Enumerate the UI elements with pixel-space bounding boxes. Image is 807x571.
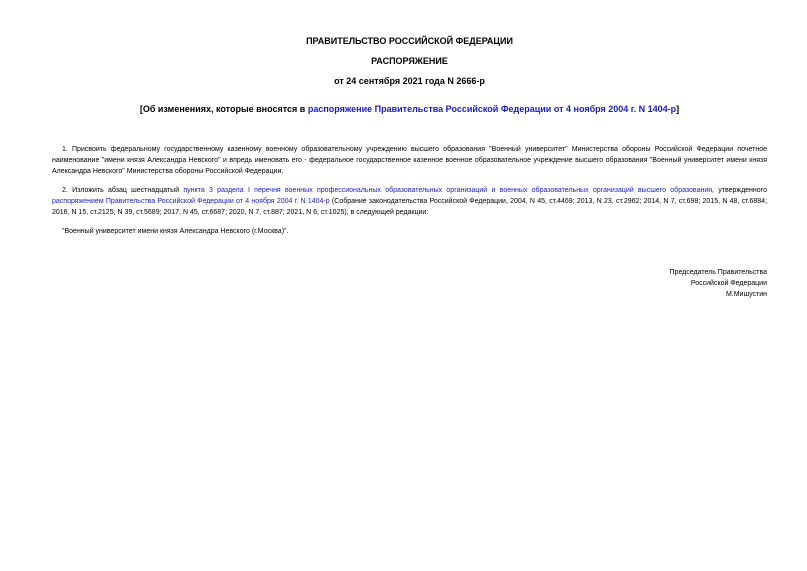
title-link[interactable]: распоряжение Правительства Российской Федерации от 4 ноября 2004 г. N 1404-р xyxy=(307,104,677,114)
paragraph-1: 1. Присвоить федеральному государственному казенному военному образовательному учреждению высшего образования "Военный университет" Министерства обороны Российской Федерации почетное наименование "имени князя Александра Невского" и впредь именовать его - федеральное государственное казенное военное образовательное учреждение высшего образования "Военный университет имени князя Александра Невского" Министерства обороны Российской Федерации. xyxy=(52,146,767,175)
document-date: от 24 сентября 2021 года N 2666-р xyxy=(334,76,485,86)
government-header: ПРАВИТЕЛЬСТВО РОССИЙСКОЙ ФЕДЕРАЦИИ xyxy=(306,36,513,46)
signature-block xyxy=(670,267,767,300)
signature-name: М.Мишустин xyxy=(725,291,767,298)
paragraph-2-tail: (Собрание законодательства Российской Федерации, 2004, N 45, ст.4469; 2013, N 23, ст.2962; 2014, N 7, ст.698; 2015, N 48, ст.6884; 2016, N 15, ст.2125; N 39, ст.5689; 2017, N 45, ст.6687; 2020, N 7, ст.887; 2021, N 6, ст.1025), в следующей редакции: xyxy=(52,198,768,216)
paragraph-3: "Военный университет имени князя Александра Невского (г.Москва)". xyxy=(62,228,289,235)
paragraph-2-mid: , утвержденного xyxy=(712,187,767,194)
signature-country: Российской Федерации xyxy=(690,280,767,287)
signature-position: Председатель Правительства xyxy=(669,269,767,276)
paragraph-2-link-order[interactable]: распоряжением Правительства Российской Федерации от 4 ноября 2004 г. N 1404-р xyxy=(52,198,330,205)
document-kind: РАСПОРЯЖЕНИЕ xyxy=(371,56,448,66)
title-open: [Об изменениях, которые вносятся в xyxy=(139,104,308,114)
paragraph-2 xyxy=(52,185,767,218)
paragraph-2-lead: 2. Изложить абзац шестнадцатый xyxy=(62,187,184,194)
title-close: ] xyxy=(676,104,680,114)
paragraph-2-link-list[interactable]: пункта 3 раздела I перечня военных профессиональных образовательных организаций и военных образовательных организаций высшего образования xyxy=(183,187,713,194)
document-title xyxy=(52,104,767,115)
